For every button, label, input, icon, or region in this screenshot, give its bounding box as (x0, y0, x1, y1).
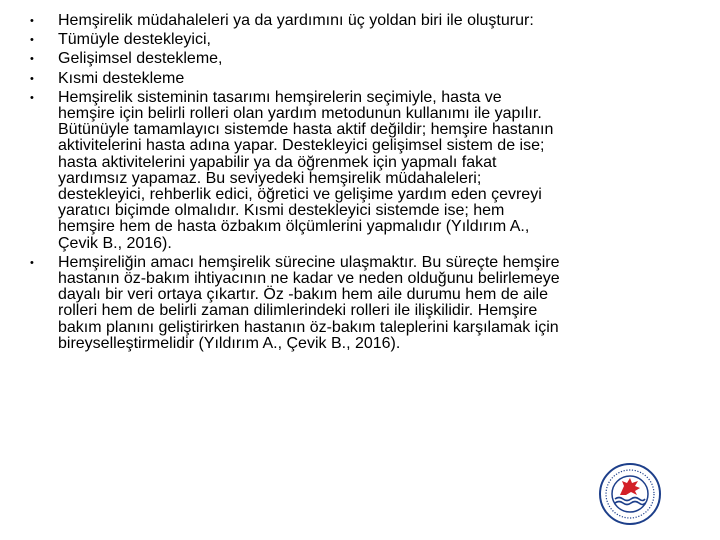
bullet-dot: • (30, 15, 34, 27)
bullet-dot: • (30, 72, 34, 85)
bullet-dot: • (30, 256, 34, 269)
bullet-item (30, 32, 560, 48)
bullet-text: Hemşireliğin amacı hemşirelik sürecine ulaşmaktır. Bu süreçte hemşire hastanın öz-bakım ihtiyacının ne kadar ve neden olduğunu belirlemeye dayalı bir veri ortaya çıkartır. Öz -bakım hem aile durumu hem de aile rolleri hem de belirli zaman dilimlerindeki rolleri ile ilişkilidir. Hemşire bakım planını geliştirirken hastanın öz-bakım taleplerini karşılamak için bireyselleştirmelidir (Yıldırım A., Çevik B., 2016). (58, 253, 560, 352)
bullet-text: Kısmi destekleme (58, 69, 185, 87)
bullet-item (30, 51, 560, 67)
bullet-text: Gelişimsel destekleme, (58, 50, 223, 68)
bullet-item (30, 255, 560, 352)
bullet-text: Hemşirelik sisteminin tasarımı hemşirelerin seçimiyle, hasta ve hemşire için belirli rolleri olan yardım metodunun kullanımı ile yapılır. Bütünüyle tamamlayıcı sistemde hasta aktif değildir; hemşire hastanın aktivitelerini hasta adına yapar. Destekleyici gelişimsel sistem de ise; hasta aktivitelerini yapabilir ya da öğrenmek için yapmalı fakat yardımsız yapamaz. Bu seviyedeki hemşirelik müdahaleleri; destekleyici, rehberlik edici, öğretici ve gelişime yardım eden çevreyi yaratıcı biçimde olmalıdır. Kısmi destekleyici sistemde ise; hem hemşire hem de hasta özbakım ölçümlerini yapmalıdır (Yıldırım A., Çevik B., 2016). (58, 88, 554, 252)
bullet-text: Tümüyle destekleyici, (58, 31, 211, 49)
bullet-item (30, 13, 560, 29)
bullet-dot: • (30, 53, 34, 66)
bullet-dot: • (30, 34, 34, 47)
bullet-dot: • (30, 91, 34, 104)
bullet-item (30, 90, 560, 252)
bullet-list (30, 13, 560, 355)
seal-graphic (598, 462, 662, 526)
bullet-item (30, 71, 560, 87)
bullet-text: Hemşirelik müdahaleleri ya da yardımını üç yoldan biri ile oluşturur: (58, 12, 534, 29)
university-seal-icon (598, 462, 662, 526)
